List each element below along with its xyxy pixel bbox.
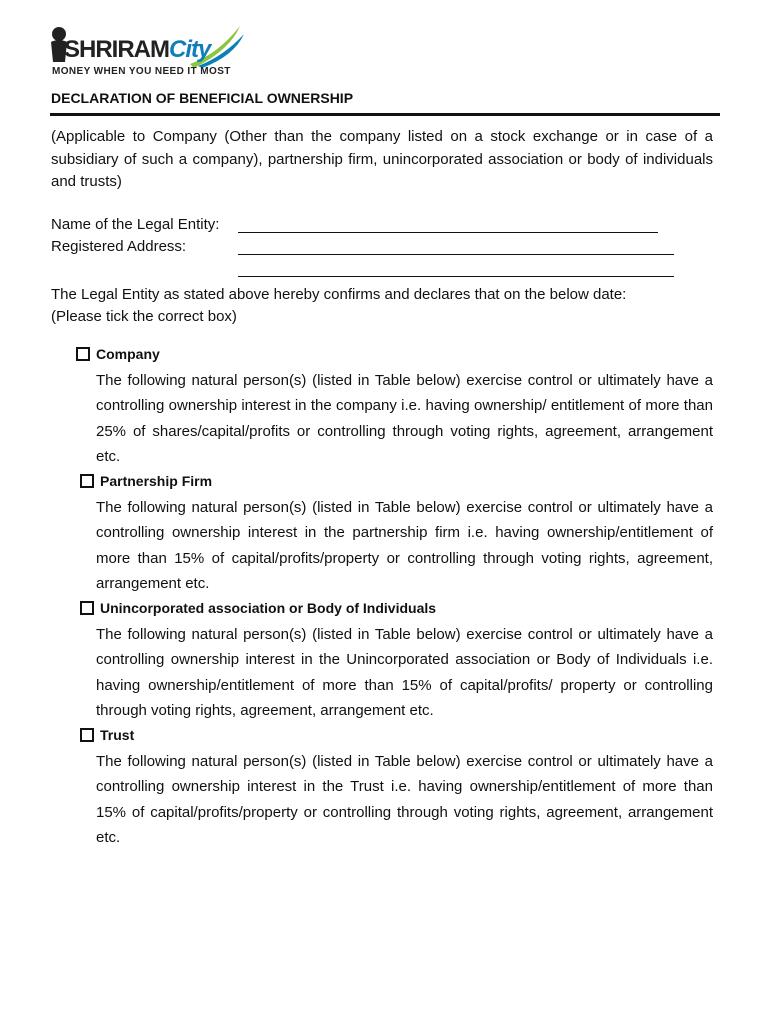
title-divider: [50, 113, 720, 116]
name-blank-line[interactable]: [238, 232, 658, 233]
checkbox-icon[interactable]: [80, 601, 94, 615]
logo-wordmark: [64, 36, 210, 64]
option-label: Company: [96, 346, 160, 362]
option-trust[interactable]: [80, 727, 134, 743]
logo-brand-city: City: [169, 36, 211, 63]
logo-brand-shriram: SHRIRAM: [64, 36, 169, 63]
checkbox-icon[interactable]: [80, 728, 94, 742]
option-unincorporated-text: The following natural person(s) (listed in Table below) exercise control or ultimately have a controlling ownership interest in the Unincorporated association or Body of Individuals i.e. having ownership/entitlement of more than 15% of capital/profits/ property or controlling through voting rights, agreement, arrangement etc.: [96, 626, 713, 720]
address-blank-line-1[interactable]: [238, 254, 674, 255]
option-partnership-text: The following natural person(s) (listed in Table below) exercise control or ultimately have a controlling ownership interest in the partnership firm i.e. having ownership/entitlement of more than 15% of capital/profits/property or controlling through voting rights, agreement, arrangement etc.: [96, 499, 713, 593]
option-trust-text: The following natural person(s) (listed in Table below) exercise control or ultimately have a controlling ownership interest in the Trust i.e. having ownership/entitlement of more than 15% of capital/profits/property or controlling through voting rights, agreement, arrangement etc.: [96, 753, 713, 847]
applicability-note: (Applicable to Company (Other than the company listed on a stock exchange or in case of a subsidiary of such a company), partnership firm, unincorporated association or body of individuals and trusts): [51, 128, 713, 190]
document-title: DECLARATION OF BENEFICIAL OWNERSHIP: [51, 90, 354, 106]
option-partnership-firm[interactable]: [80, 473, 212, 489]
address-field-label: Registered Address:: [51, 238, 187, 255]
address-blank-line-2[interactable]: [238, 276, 674, 277]
option-label: Unincorporated association or Body of Individuals: [100, 600, 437, 616]
option-unincorporated[interactable]: [80, 600, 436, 616]
option-label: Partnership Firm: [100, 473, 213, 489]
tick-instruction: (Please tick the correct box): [51, 308, 237, 325]
declaration-text: The Legal Entity as stated above hereby confirms and declares that on the below date:: [51, 286, 627, 303]
option-company[interactable]: [76, 346, 160, 362]
logo-tagline: MONEY WHEN YOU NEED IT MOST: [52, 66, 231, 77]
option-label: Trust: [100, 727, 135, 743]
company-logo: [48, 24, 248, 80]
name-field-label: Name of the Legal Entity:: [51, 216, 220, 233]
option-company-text: The following natural person(s) (listed in Table below) exercise control or ultimately have a controlling ownership interest in the company i.e. having ownership/ entitlement of more than 25% of shares/capital/profits or controlling through voting rights, agreement, arrangement etc.: [96, 372, 713, 466]
checkbox-icon[interactable]: [76, 347, 90, 361]
checkbox-icon[interactable]: [80, 474, 94, 488]
